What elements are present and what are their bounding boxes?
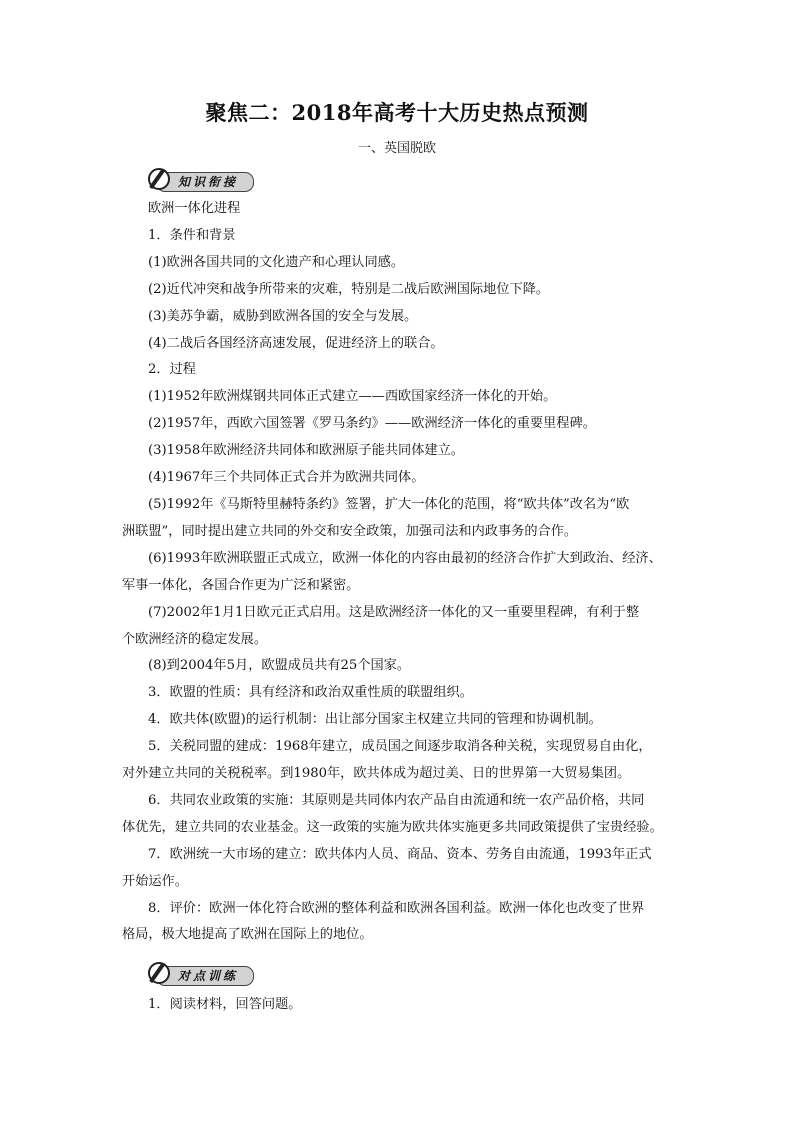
para-line: 个欧洲经济的稳定发展。 [122,631,268,647]
badge-label: 知识衔接 [178,175,239,189]
para-line: 洲联盟”，同时提出建立共同的外交和安全政策，加强司法和内政事务的合作。 [122,523,578,539]
para-line: 对外建立共同的关税税率。到1980年，欧共体成为超过美、日的世界第一大贸易集团。 [122,766,631,782]
text-line: 2．过程 [148,362,196,378]
para-line: 6．共同农业政策的实施：其原则是共同体内农产品自由流通和统一农产品价格，共同 [148,792,645,808]
para-line: 格局，极大地提高了欧洲在国际上的地位。 [122,927,373,943]
page-title: 聚焦二：2018年高考十大历史热点预测 [205,100,589,125]
question-text [148,992,676,1019]
para-line: 8．评价：欧洲一体化符合欧洲的整体利益和欧洲各国利益。欧洲一体化也改变了世界 [148,900,645,916]
text-line: (2)近代冲突和战争所带来的灾难，特别是二战后欧洲国际地位下降。 [148,281,550,297]
text-line: (3)1958年欧洲经济共同体和欧洲原子能共同体建立。 [148,443,464,459]
main-text [122,196,676,949]
practice-badge [148,962,252,986]
para-line: (8)到2004年5月，欧盟成员共有25个国家。 [148,658,411,674]
para-line: 5．关税同盟的建成：1968年建立，成员国之间逐步取消各种关税，实现贸易自由化， [148,739,652,755]
pen-circle-icon [148,168,170,190]
text-line: (4)二战后各国经济高速发展，促进经济上的联合。 [148,335,444,351]
section-title: 欧洲一体化进程 [148,201,241,216]
pen-circle-icon [148,962,170,984]
text-line: (1)欧洲各国共同的文化遗产和心理认同感。 [148,254,405,270]
para-line: 3．欧盟的性质：具有经济和政治双重性质的联盟组织。 [148,685,473,701]
para-line: 7．欧洲统一大市场的建立：欧共体内人员、商品、资本、劳务自由流通，1993年正式 [148,846,652,862]
question-line: 1．阅读材料，回答问题。 [148,997,302,1012]
para-line: 体优先，建立共同的农业基金。这一政策的实施为欧共体实施更多共同政策提供了宝贵经验。 [122,819,663,835]
para-line: 军事一体化，各国合作更为广泛和紧密。 [122,577,360,593]
para-line: 4．欧共体(欧盟)的运行机制：出让部分国家主权建立共同的管理和协调机制。 [148,712,602,728]
text-line: (2)1957年，西欧六国签署《罗马条约》——欧洲经济一体化的重要里程碑。 [148,416,596,432]
knowledge-badge [148,168,252,192]
para-line: (6)1993年欧洲联盟正式成立，欧洲一体化的内容由最初的经济合作扩大到政治、经济、 [148,550,662,566]
page-subtitle: 一、英国脱欧 [357,141,436,156]
text-line: (1)1952年欧洲煤钢共同体正式建立——西欧国家经济一体化的开始。 [148,389,557,405]
para-line: 开始运作。 [122,873,188,889]
badge-label: 对点训练 [178,969,239,983]
para-line: (5)1992年《马斯特里赫特条约》签署，扩大一体化的范围，将“欧共体”改名为“欧 [148,496,630,512]
para-line: (7)2002年1月1日欧元正式启用。这是欧洲经济一体化的又一重要里程碑，有利于整 [148,604,640,620]
text-line: (4)1967年三个共同体正式合并为欧洲共同体。 [148,470,425,486]
text-line: (3)美苏争霸，威胁到欧洲各国的安全与发展。 [148,308,418,324]
text-line: 1．条件和背景 [148,227,236,243]
